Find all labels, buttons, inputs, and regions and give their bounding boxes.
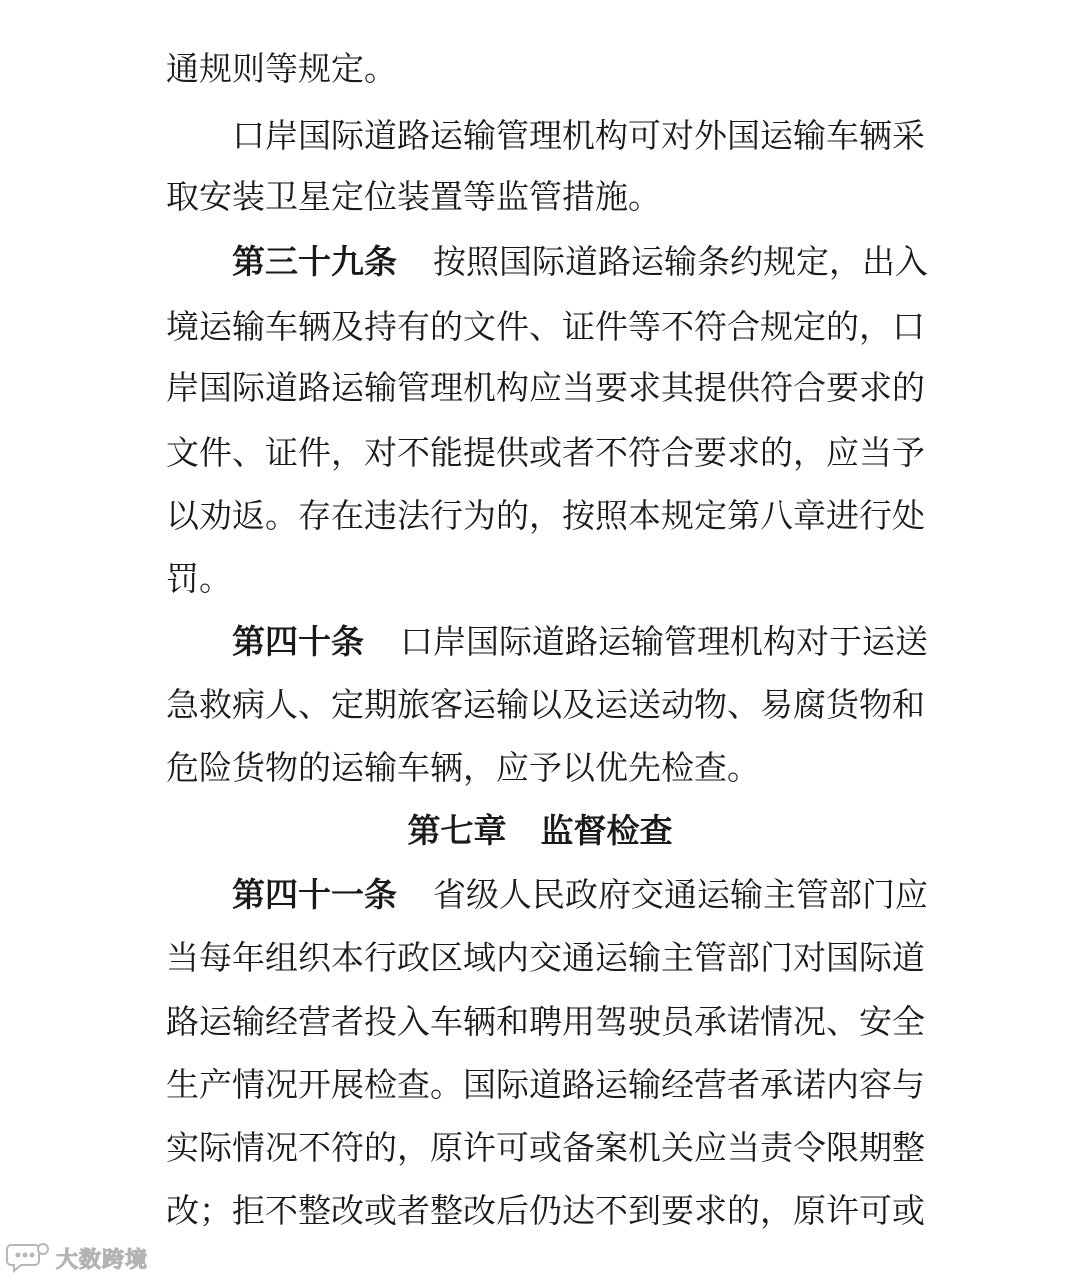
- paragraph-line: 通规则等规定。: [166, 49, 397, 88]
- watermark-text: 大数跨境: [56, 1247, 149, 1273]
- article-40-first-line: [232, 610, 928, 674]
- paragraph-line: 口岸国际道路运输管理机构可对外国运输车辆采: [232, 116, 925, 155]
- paragraph-line: 生产情况开展检查。国际道路运输经营者承诺内容与: [166, 1065, 925, 1104]
- article-39-first-line: [232, 230, 928, 294]
- article-41-first-line: [232, 863, 928, 927]
- paragraph-line: 急救病人、定期旅客运输以及运送动物、易腐货物和: [166, 685, 925, 724]
- paragraph-line: 境运输车辆及持有的文件、证件等不符合规定的，口: [166, 307, 925, 346]
- watermark: [6, 1240, 148, 1276]
- article-41-text: 省级人民政府交通运输主管部门应: [433, 875, 928, 914]
- paragraph-line: 当每年组织本行政区域内交通运输主管部门对国际道: [166, 938, 925, 977]
- chapter-title: 监督检查: [540, 811, 673, 850]
- chapter-number: 第七章: [407, 811, 507, 850]
- paragraph-line: 改；拒不整改或者整改后仍达不到要求的，原许可或: [166, 1191, 925, 1230]
- paragraph-line: 实际情况不符的，原许可或备案机关应当责令限期整: [166, 1128, 925, 1167]
- paragraph-line: 路运输经营者投入车辆和聘用驾驶员承诺情况、安全: [166, 1002, 925, 1041]
- article-40-text: 口岸国际道路运输管理机构对于运送: [400, 622, 928, 661]
- chapter-heading: [0, 799, 1080, 863]
- article-39-text: 按照国际道路运输条约规定，出入: [433, 242, 928, 281]
- paragraph-line: 罚。: [166, 559, 232, 598]
- paragraph-line: 取安装卫星定位装置等监管措施。: [166, 177, 661, 216]
- paragraph-line: 文件、证件，对不能提供或者不符合要求的，应当予: [166, 433, 925, 472]
- paragraph-line: 危险货物的运输车辆，应予以优先检查。: [166, 748, 760, 787]
- article-39-heading: 第三十九条: [232, 242, 397, 281]
- paragraph-line: 以劝返。存在违法行为的，按照本规定第八章进行处: [166, 496, 925, 535]
- article-40-heading: 第四十条: [232, 622, 364, 661]
- speech-bubble-logo-icon: [6, 1241, 50, 1275]
- paragraph-line: 岸国际道路运输管理机构应当要求其提供符合要求的: [166, 368, 925, 407]
- article-41-heading: 第四十一条: [232, 875, 397, 914]
